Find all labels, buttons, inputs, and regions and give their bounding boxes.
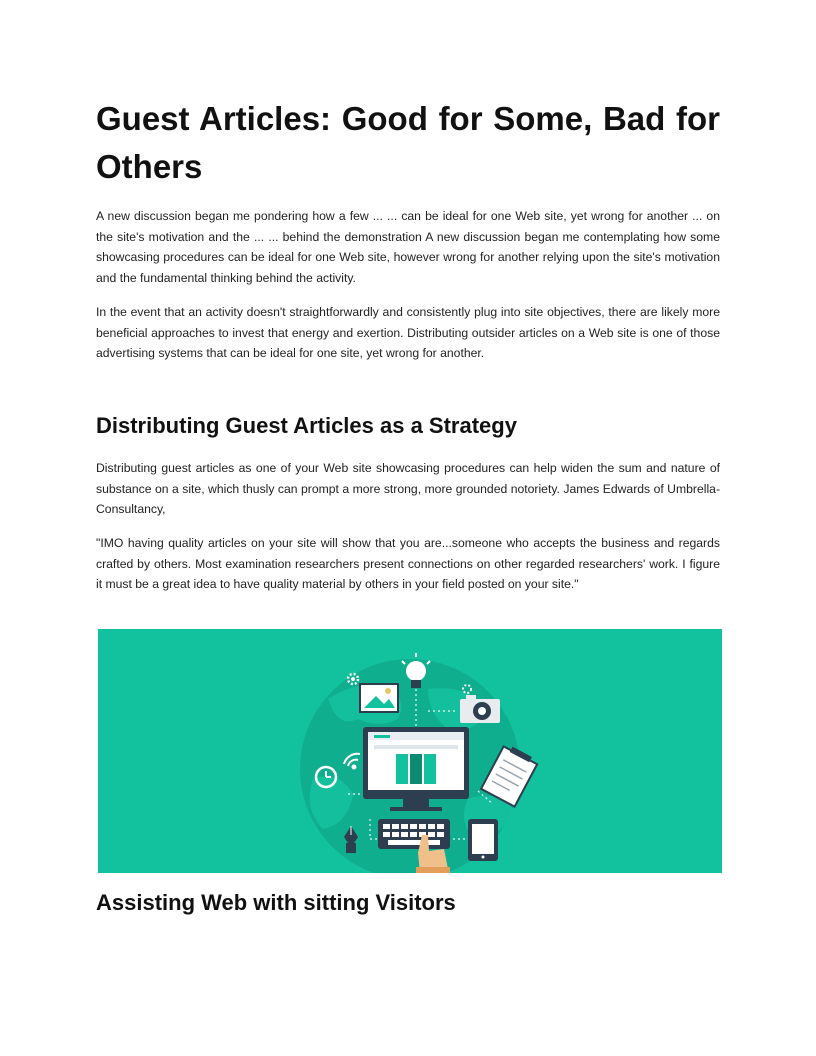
paragraph-objectives: In the event that an activity doesn't straightforwardly and consistently plug into site objectives, there are likely more beneficial approaches to invest that energy and exertion. Distributing outsider articles on a Web site is one of those advertising systems that can be ideal for one site, yet wrong for another. [96, 305, 720, 361]
paragraph-strategy: Distributing guest articles as one of your Web site showcasing procedures can help widen the sum and nature of substance on a site, which thusly can prompt a more strong, more grounded notoriety. James Edwards of Umbrella-Consultancy, [96, 461, 720, 517]
section-heading-strategy: Distributing Guest Articles as a Strategy [96, 413, 517, 438]
illustration-figure [98, 629, 722, 873]
keyboard-icon [378, 819, 450, 849]
camera-icon [460, 695, 500, 723]
section-heading-visitors: Assisting Web with sitting Visitors [96, 890, 456, 915]
tablet-icon [468, 819, 498, 861]
page-title: Guest Articles: Good for Some, Bad for Others [96, 100, 720, 185]
paragraph-quote: "IMO having quality articles on your site will show that you are...someone who accepts the business and regards crafted by others. Most examination researchers present connections on other regarded researchers' work. I figure it must be a great idea to have quality material by others in your field posted on your site." [96, 536, 720, 592]
paragraph-intro: A new discussion began me pondering how a few ... ... can be ideal for one Web site, yet wrong for another ... on the site's motivation and the ... ... behind the demonstration A new discussion began me contemplating how some showcasing procedures can be ideal for one Web site, however wrong for another relying upon the site's motivation and the fundamental thinking behind the activity. [96, 209, 720, 285]
monitor-icon [363, 727, 469, 811]
picture-icon [360, 684, 398, 712]
